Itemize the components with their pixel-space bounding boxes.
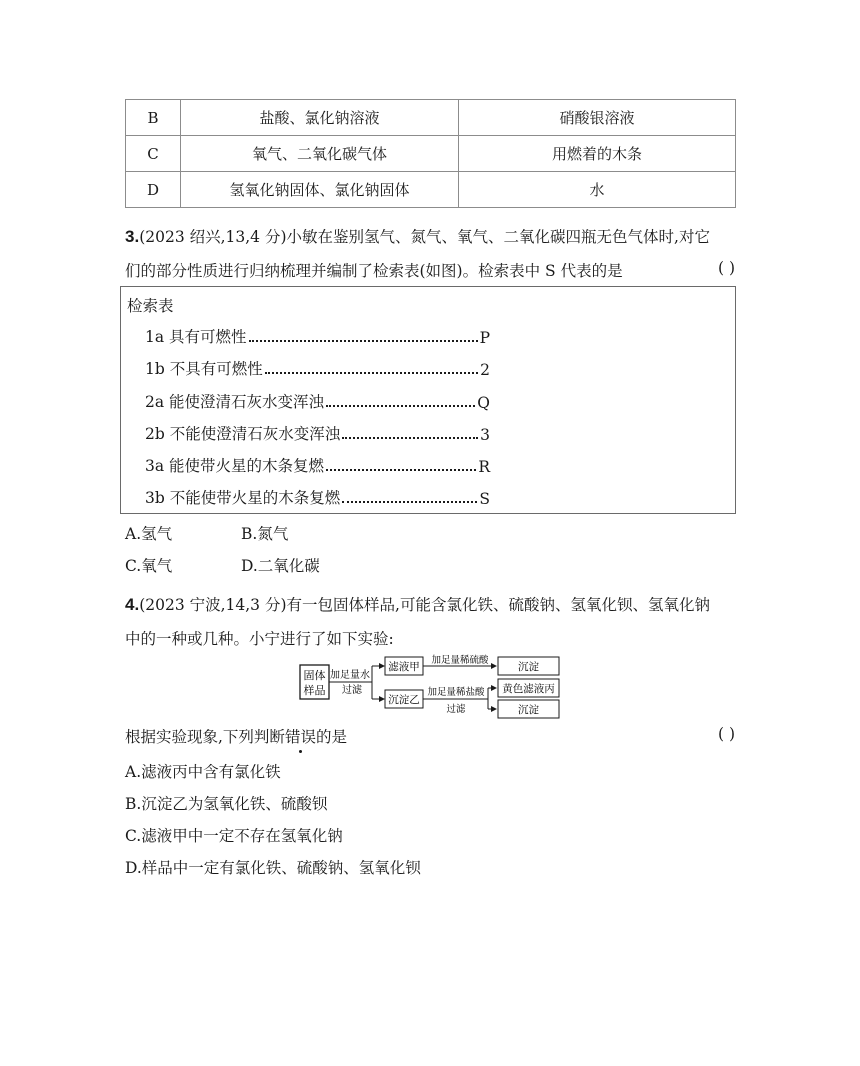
row-test: 水 bbox=[459, 172, 736, 208]
key-result: R bbox=[478, 458, 490, 476]
q4-judge-suffix: 的是 bbox=[315, 728, 347, 746]
row-label: B bbox=[126, 100, 181, 136]
q3-stem-line2: 们的部分性质进行归纳梳理并编制了检索表(如图)。检索表中 S 代表的是 bbox=[125, 262, 623, 280]
precip-b-label: 沉淀乙 bbox=[388, 694, 420, 706]
q4-stem-line2: 中的一种或几种。小宁进行了如下实验: bbox=[125, 630, 394, 648]
experiment-flow-diagram bbox=[298, 654, 562, 720]
dot-leader bbox=[342, 501, 477, 503]
q3-option-a[interactable]: A.氢气 bbox=[125, 525, 173, 543]
q4-option-d[interactable]: D.样品中一定有氯化铁、硫酸钠、氢氧化钡 bbox=[125, 859, 421, 877]
key-row bbox=[145, 454, 490, 476]
row-reagents: 氧气、二氧化碳气体 bbox=[181, 136, 459, 172]
step1-label-bottom: 过滤 bbox=[342, 685, 362, 696]
key-condition: 2b 不能使澄清石灰水变浑浊 bbox=[145, 425, 341, 443]
q3-answer-paren: ( ) bbox=[717, 259, 735, 277]
key-row bbox=[145, 357, 490, 379]
key-condition: 2a 能使澄清石灰水变浑浊 bbox=[145, 393, 325, 411]
key-result: Q bbox=[477, 394, 490, 412]
row-label: C bbox=[126, 136, 181, 172]
dot-leader bbox=[249, 340, 478, 342]
table-row bbox=[126, 172, 736, 208]
key-condition: 1a 具有可燃性 bbox=[145, 328, 247, 346]
key-title: 检索表 bbox=[127, 297, 174, 315]
dot-leader bbox=[265, 372, 478, 374]
key-row bbox=[145, 325, 490, 347]
row-reagents: 盐酸、氯化钠溶液 bbox=[181, 100, 459, 136]
key-row bbox=[145, 486, 490, 508]
step1-label-top: 加足量水 bbox=[330, 670, 370, 681]
q3-option-b[interactable]: B.氮气 bbox=[241, 525, 289, 543]
q4-stem-line1 bbox=[125, 593, 710, 615]
row-label: D bbox=[126, 172, 181, 208]
q3-stem-text1: (2023 绍兴,13,4 分)小敏在鉴别氢气、氮气、氧气、二氧化碳四瓶无色气体时,对它 bbox=[139, 228, 710, 246]
result-b1-label: 黄色滤液丙 bbox=[502, 683, 555, 695]
result-a-label: 沉淀 bbox=[518, 661, 539, 673]
q4-judge-emphasis: 错误 bbox=[285, 725, 316, 747]
q4-judge-line bbox=[125, 725, 347, 747]
key-condition: 3a 能使带火星的木条复燃 bbox=[145, 457, 325, 475]
key-result: 3 bbox=[480, 426, 490, 444]
dot-leader bbox=[326, 405, 475, 407]
q3-stem-line1 bbox=[125, 225, 710, 247]
key-result: P bbox=[479, 329, 490, 347]
key-result: S bbox=[479, 490, 490, 508]
q4-stem-text1: (2023 宁波,14,3 分)有一包固体样品,可能含氯化铁、硫酸钠、氢氧化钡、氢氧化钠 bbox=[139, 596, 710, 614]
row-test: 用燃着的木条 bbox=[459, 136, 736, 172]
row-reagents: 氢氧化钠固体、氯化钠固体 bbox=[181, 172, 459, 208]
q4-option-b[interactable]: B.沉淀乙为氢氧化铁、硫酸钡 bbox=[125, 795, 328, 813]
options-table bbox=[125, 99, 736, 208]
q4-number: 4. bbox=[125, 595, 140, 614]
q3-option-c[interactable]: C.氧气 bbox=[125, 557, 173, 575]
q3-option-d[interactable]: D.二氧化碳 bbox=[241, 557, 320, 575]
sample-label-top: 固体 bbox=[303, 669, 326, 682]
key-condition: 3b 不能使带火星的木条复燃 bbox=[145, 489, 341, 507]
q4-answer-paren: ( ) bbox=[717, 725, 735, 743]
row-test: 硝酸银溶液 bbox=[459, 100, 736, 136]
step3-label-top: 加足量稀盐酸 bbox=[427, 687, 485, 698]
q3-number: 3. bbox=[125, 227, 140, 246]
key-result: 2 bbox=[480, 361, 490, 379]
q4-option-a[interactable]: A.滤液丙中含有氯化铁 bbox=[125, 763, 281, 781]
key-row bbox=[145, 422, 490, 444]
dot-leader bbox=[342, 437, 478, 439]
q4-option-c[interactable]: C.滤液甲中一定不存在氢氧化钠 bbox=[125, 827, 343, 845]
sample-label-bottom: 样品 bbox=[303, 684, 326, 697]
step2-label: 加足量稀硫酸 bbox=[431, 655, 489, 666]
table-row bbox=[126, 100, 736, 136]
filtrate-a-label: 滤液甲 bbox=[388, 661, 420, 673]
key-condition: 1b 不具有可燃性 bbox=[145, 360, 263, 378]
step3-label-bottom: 过滤 bbox=[446, 704, 466, 715]
key-row bbox=[145, 390, 490, 412]
retrieval-key-box bbox=[120, 286, 736, 514]
result-b2-label: 沉淀 bbox=[518, 704, 539, 716]
dot-leader bbox=[326, 469, 476, 471]
q4-judge-prefix: 根据实验现象,下列判断 bbox=[125, 728, 285, 746]
table-row bbox=[126, 136, 736, 172]
